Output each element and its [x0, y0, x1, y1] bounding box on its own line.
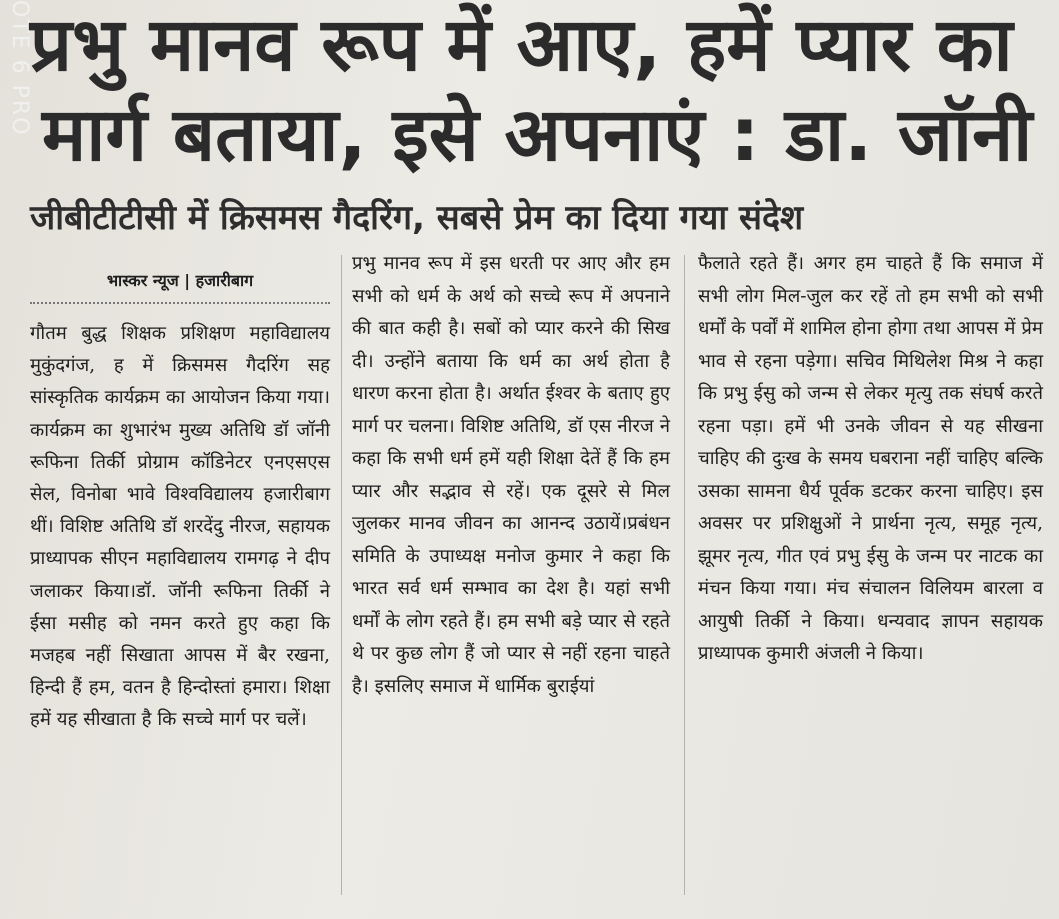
- headline: [30, 0, 1033, 180]
- subheadline: जीबीटीटीसी में क्रिसमस गैदरिंग, सबसे प्रेम का दिया गया संदेश: [30, 198, 804, 238]
- byline: भास्कर न्यूज | हजारीबाग: [30, 248, 330, 304]
- headline-line-1: प्रभु मानव रूप में आए, हमें प्यार का: [30, 2, 1013, 88]
- article-column-3: [698, 248, 1043, 671]
- article-column-1: [30, 248, 330, 737]
- column-divider: [684, 255, 685, 895]
- column-divider: [341, 255, 342, 895]
- column-3-text: फैलाते रहते हैं। अगर हम चाहते हैं कि समाज में सभी लोग मिल-जुल कर रहें तो हम सभी को सभी धर्मों के पर्वों में शामिल होना होगा तथा आपस में प्रेम भाव से रहना पड़ेगा। सचिव मिथिलेश मिश्र ने कहा कि प्रभु ईसु को जन्म से लेकर मृत्यु तक संघर्ष करते रहना पड़ा। हमें भी उनके जीवन से यह सीखना चाहिए की दुःख के समय घबराना नहीं चाहिए बल्कि उसका सामना धैर्य पूर्वक डटकर करना चाहिए। इस अवसर पर प्रशिक्षुओं ने प्रार्थना नृत्य, समूह नृत्य, झूमर नृत्य, गीत एवं प्रभु ईसु के जन्म पर नाटक का मंचन किया गया। मंच संचालन विलियम बारला व आयुषी तिर्की ने किया। धन्यवाद ज्ञापन सहायक प्राध्यापक कुमारी अंजली ने किया।: [698, 253, 1043, 664]
- headline-line-2: मार्ग बताया, इसे अपनाएं : डा. जॉनी: [42, 92, 1033, 178]
- camera-watermark: OTE 6 PRO: [7, 0, 32, 137]
- column-2-text: प्रभु मानव रूप में इस धरती पर आए और हम सभी को धर्म के अर्थ को सच्चे रूप में अपनाने की बात कही है। सबों को प्यार करने की सिख दी। उन्होंने बताया कि धर्म का अर्थ होता है धारण करना होता है। अर्थात ईश्वर के बताए हुए मार्ग पर चलना। विशिष्ट अतिथि, डॉ एस नीरज ने कहा कि सभी धर्म हमें यही शिक्षा देतें हैं कि हम प्यार और सद्भाव से रहें। एक दूसरे से मिल जुलकर मानव जीवन का आनन्द उठायें।प्रबंधन समिति के उपाध्यक्ष मनोज कुमार ने कहा कि भारत सर्व धर्म सम्भाव का देश है। यहां सभी धर्मों के लोग रहते हैं। हम सभी बड़े प्यार से रहते थे पर कुछ लोग हैं जो प्यार से नहीं रहना चाहते है। इसलिए समाज में धार्मिक बुराईयां: [352, 253, 670, 697]
- article-column-2: [352, 248, 670, 703]
- column-1-text: गौतम बुद्ध शिक्षक प्रशिक्षण महाविद्यालय मुकुंदगंज, ह में क्रिसमस गैदरिंग सह सांस्कृतिक कार्यक्रम का आयोजन किया गया। कार्यक्रम का शुभारंभ मुख्य अतिथि डॉ जॉनी रूफिना तिर्की प्रोग्राम कॉडिनेटर एनएसएस सेल, विनोबा भावे विश्वविद्यालय हजारीबाग थीं। विशिष्ट अतिथि डॉ शरदेंदु नीरज, सहायक प्राध्यापक सीएन महाविद्यालय रामगढ़ ने दीप जलाकर किया।डॉ. जॉनी रूफिना तिर्की ने ईसा मसीह को नमन करते हुए कहा कि मजहब नहीं सिखाता आपस में बैर रखना, हिन्दी हैं हम, वतन है हिन्दोस्तां हमारा। शिक्षा हमें यह सीखाता है कि सच्चे मार्ग पर चलें।: [30, 323, 330, 731]
